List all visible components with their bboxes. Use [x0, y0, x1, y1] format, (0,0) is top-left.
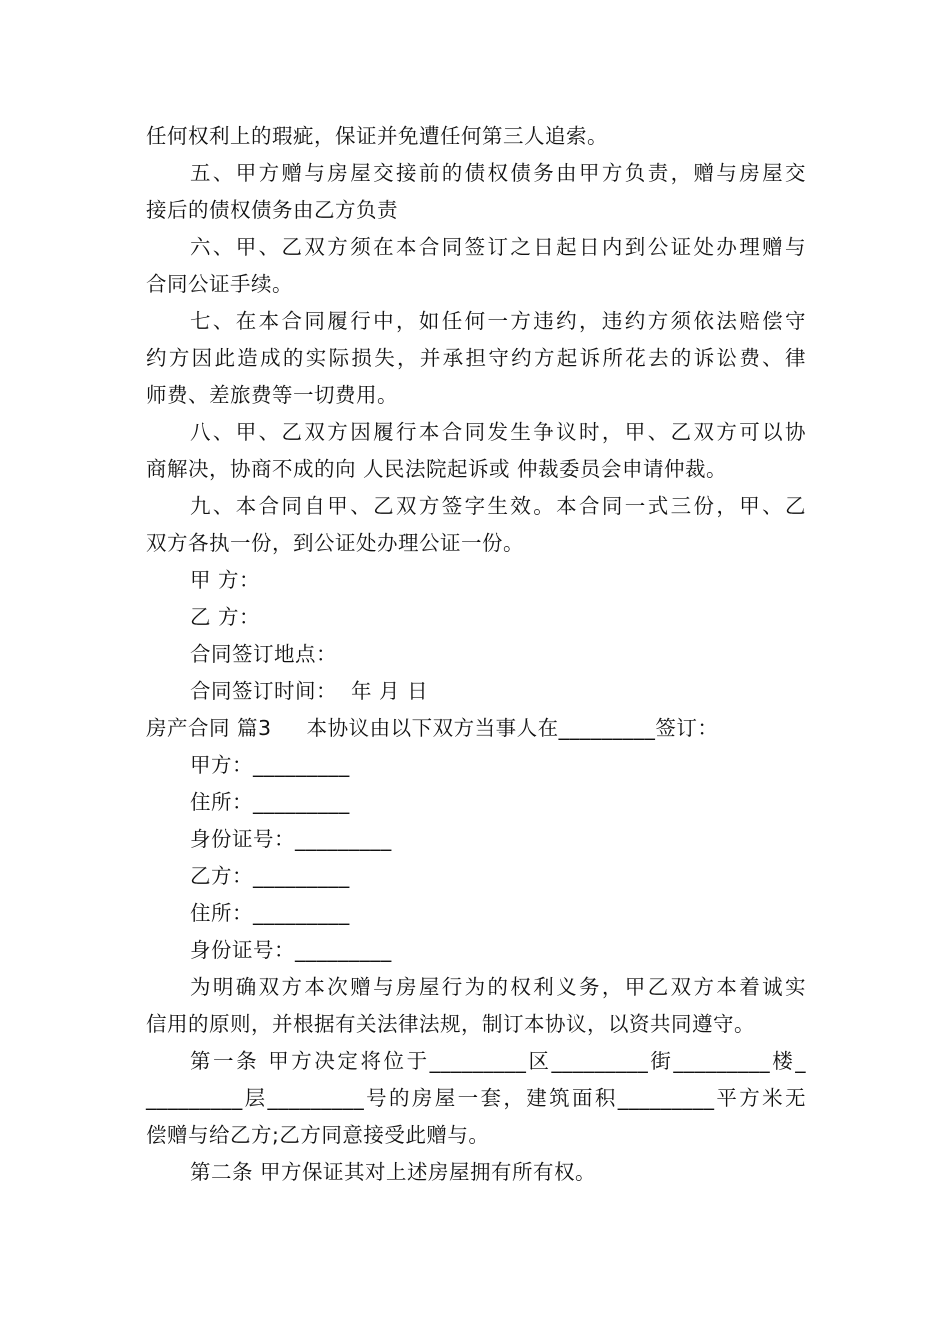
text-line: 合同签订地点： [190, 642, 337, 666]
text-line: 偿赠与给乙方;乙方同意接受此赠与。 [146, 1123, 490, 1147]
text-line: 五、甲方赠与房屋交接前的债权债务由甲方负责，赠与房屋交 [190, 161, 806, 185]
text-line: 信用的原则，并根据有关法律法规，制订本协议，以资共同遵守。 [146, 1012, 755, 1036]
text-line: 甲方：_________ [190, 753, 350, 777]
text-line: 师费、差旅费等一切费用。 [146, 383, 398, 407]
text-line: 合同签订时间： 年 月 日 [190, 679, 429, 703]
text-line: 七、在本合同履行中，如任何一方违约，违约方须依法赔偿守 [190, 309, 806, 333]
text-line: 为明确双方本次赠与房屋行为的权利义务，甲乙双方本着诚实 [190, 975, 806, 999]
text-line: 乙 方： [190, 605, 261, 629]
text-line: 八、甲、乙双方因履行本合同发生争议时，甲、乙双方可以协 [190, 420, 806, 444]
text-line: 九、本合同自甲、乙双方签字生效。本合同一式三份，甲、乙 [190, 494, 806, 518]
text-line: 合同公证手续。 [146, 272, 293, 296]
text-line: 商解决，协商不成的向 人民法院起诉或 仲裁委员会申请仲裁。 [146, 457, 728, 481]
text-line: 接后的债权债务由乙方负责 [146, 198, 398, 222]
text-line: 约方因此造成的实际损失，并承担守约方起诉所花去的诉讼费、律 [146, 346, 806, 370]
text-line: 身份证号：_________ [190, 827, 392, 851]
text-line: 六、甲、乙双方须在本合同签订之日起日内到公证处办理赠与 [190, 235, 806, 259]
text-line: 第一条 甲方决定将位于_________区_________街_________楼_ [190, 1049, 806, 1073]
text-line: 甲 方： [190, 568, 261, 592]
text-line: _________层_________号的房屋一套，建筑面积_________平方米无 [146, 1086, 806, 1110]
text-line: 任何权利上的瑕疵，保证并免遭任何第三人追索。 [146, 124, 608, 148]
text-line: 乙方：_________ [190, 864, 350, 888]
text-line: 第二条 甲方保证其对上述房屋拥有所有权。 [190, 1160, 597, 1184]
text-line: 身份证号：_________ [190, 938, 392, 962]
text-line: 住所：_________ [190, 790, 350, 814]
text-line: 双方各执一份，到公证处办理公证一份。 [146, 531, 524, 555]
text-line: 住所：_________ [190, 901, 350, 925]
text-line: 房产合同 篇3 本协议由以下双方当事人在_________签订： [146, 716, 719, 740]
document-page [146, 118, 806, 1191]
